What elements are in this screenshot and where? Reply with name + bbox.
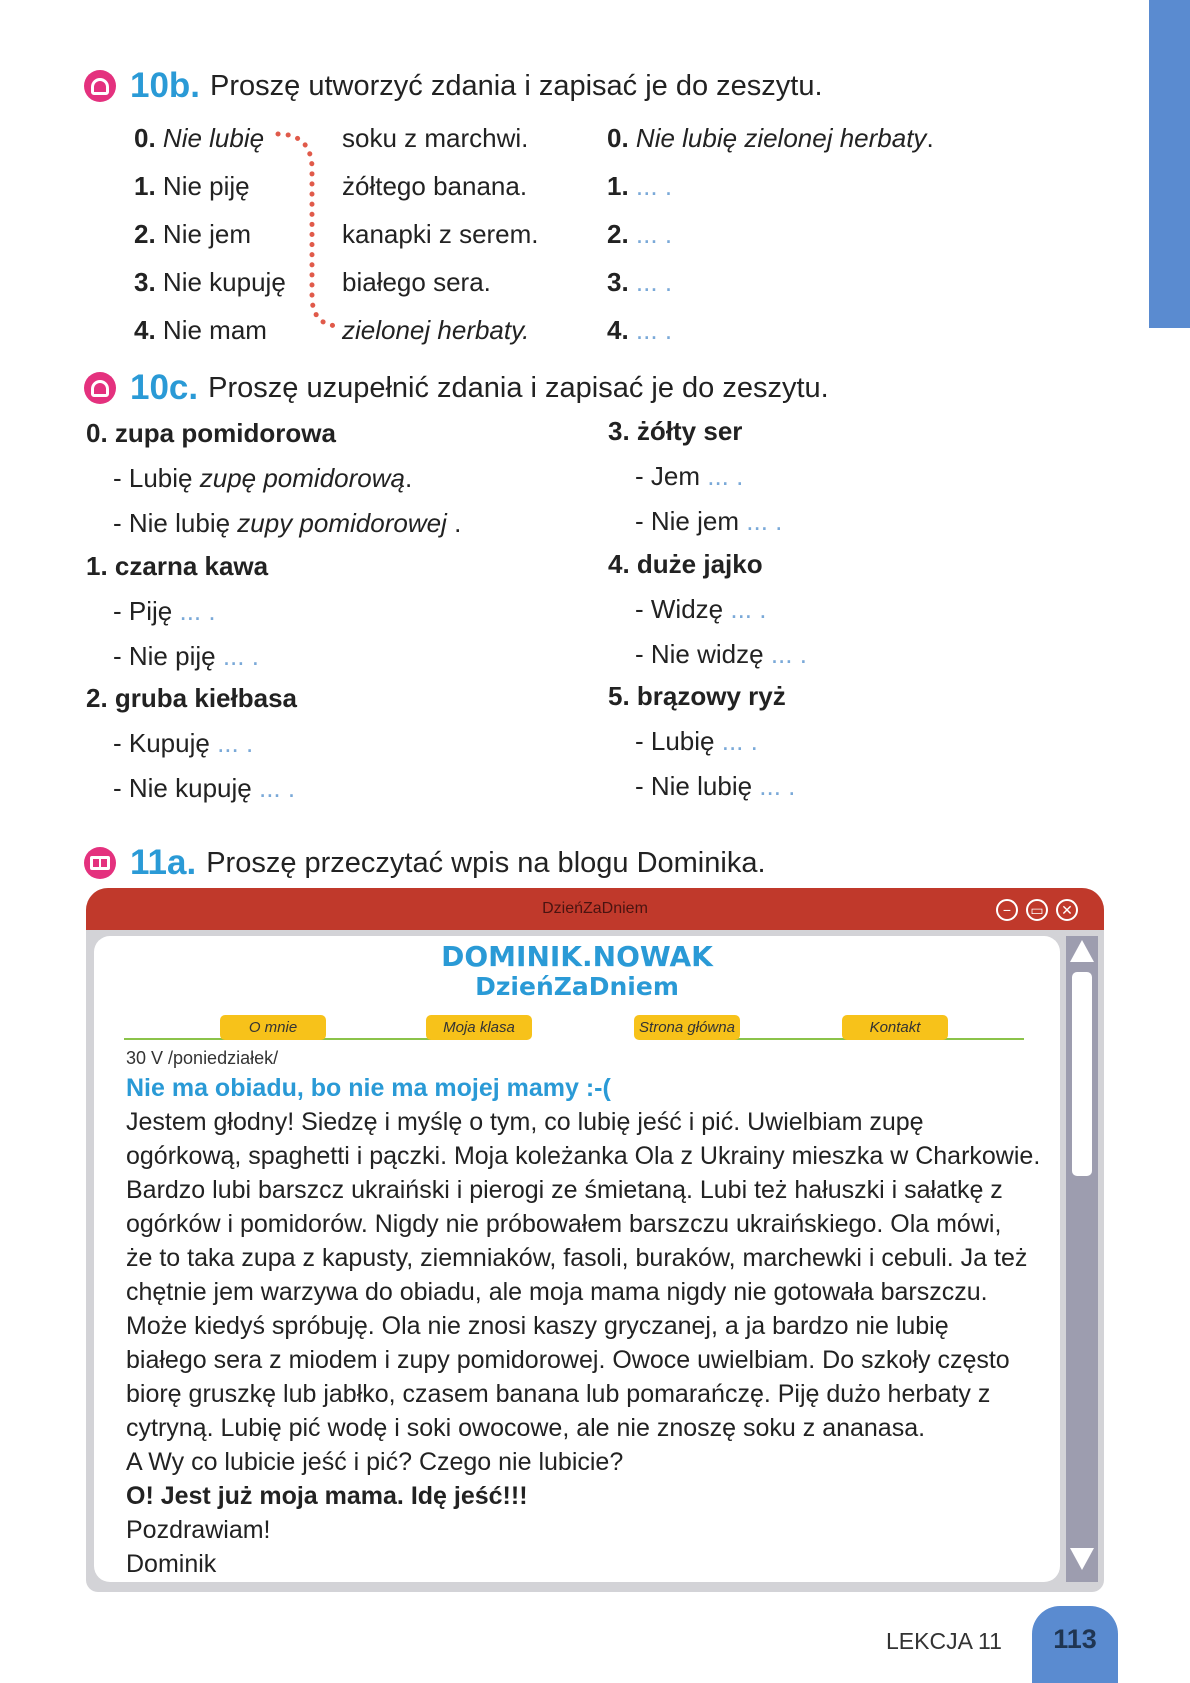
item-number: 3. (607, 267, 629, 297)
line-start: - Nie widzę (635, 639, 771, 669)
answer-line (607, 267, 672, 298)
line-end: . (404, 463, 413, 493)
answer-text: Nie lubię zielonej herbaty (635, 123, 927, 153)
post-paragraph-line: Bardzo lubi barszcz ukraiński i pierogi ze śmietaną. Lubi też hałuszki i sałatkę z (126, 1176, 1003, 1204)
sentence-start (134, 315, 267, 346)
nav-class[interactable]: Moja klasa (426, 1015, 532, 1040)
answer-text: ... . (635, 219, 673, 249)
line-start: - Lubię (635, 726, 722, 756)
exercise-number: 10c. (130, 368, 199, 407)
sentence-end: zielonej herbaty. (342, 315, 530, 345)
sentence-line (113, 773, 295, 804)
line-fill: ... . (746, 506, 783, 536)
line-fill: ... . (721, 726, 758, 756)
item-text: Nie lubię (162, 123, 265, 153)
post-paragraph-line: Może kiedyś spróbuję. Ola nie znosi kaszy gryczanej, a ja bardzo nie lubię (126, 1312, 949, 1340)
minimize-icon[interactable]: − (996, 899, 1018, 921)
post-title: Nie ma obiadu, bo nie ma mojej mamy :-( (126, 1074, 611, 1102)
sentence-line (113, 508, 461, 539)
answer-end: . (926, 123, 934, 153)
line-fill: ... . (222, 641, 259, 671)
exercise-instruction: Proszę utworzyć zdania i zapisać je do zeszytu. (210, 69, 823, 102)
line-fill: ... . (217, 728, 254, 758)
window-title: DzieńZaDniem (542, 900, 648, 917)
connector-dotted-line (270, 126, 340, 336)
sentence-end: kanapki z serem. (342, 219, 539, 249)
post-signature: Pozdrawiam! (126, 1516, 271, 1544)
sentence-line (635, 506, 782, 537)
speak-icon (84, 70, 116, 102)
sentence-line (113, 596, 216, 627)
line-start: - Jem (635, 461, 708, 491)
exercise-10b-header (84, 66, 823, 106)
post-bold-line: O! Jest już moja mama. Idę jeść!!! (126, 1482, 528, 1510)
nav-home[interactable]: Strona główna (634, 1015, 740, 1040)
exercise-number: 10b. (130, 66, 201, 105)
line-fill: zupę pomidorową (199, 463, 405, 493)
item-number: 4. (607, 315, 629, 345)
answer-text: ... . (635, 267, 673, 297)
item-heading: 4. duże jajko (608, 549, 763, 579)
line-fill: ... . (730, 594, 767, 624)
sentence-line (635, 639, 807, 670)
sentence-start (134, 171, 250, 202)
post-paragraph-line: ogórkową, spaghetti i pączki. Moja koleżanka Ola z Ukrainy mieszka w Charkowie. (126, 1142, 1041, 1170)
item-text: Nie jem (162, 219, 252, 249)
item-text: Nie piję (162, 171, 250, 201)
sentence-end: żółtego banana. (342, 171, 528, 201)
item-number: 0. (134, 123, 156, 153)
item-number: 0. (607, 123, 629, 153)
scroll-thumb[interactable] (1072, 972, 1092, 1176)
answer-line (607, 123, 934, 154)
exercise-instruction: Proszę przeczytać wpis na blogu Dominika. (206, 846, 766, 879)
answer-line (607, 315, 672, 346)
post-paragraph-line: ogórków i pomidorów. Nigdy nie próbowałem barszczu ukraińskiego. Ola mówi, (126, 1210, 1002, 1238)
post-date: 30 V /poniedziałek/ (126, 1048, 279, 1068)
sentence-line (113, 463, 412, 494)
exercise-instruction: Proszę uzupełnić zdania i zapisać je do zeszytu. (208, 371, 829, 404)
blog-window (86, 888, 1104, 1592)
nav-contact[interactable]: Kontakt (842, 1015, 948, 1040)
post-paragraph-line: A Wy co lubicie jeść i pić? Czego nie lubicie? (126, 1448, 624, 1476)
sentence-line (113, 641, 259, 672)
line-start: - Piję (113, 596, 180, 626)
item-heading: 1. czarna kawa (86, 551, 269, 581)
exercise-number: 11a. (130, 843, 197, 882)
line-fill: ... . (258, 773, 296, 803)
item-number: 1. (607, 171, 629, 201)
line-start: - Kupuję (113, 728, 218, 758)
sentence-line (635, 461, 743, 492)
post-signature: Dominik (126, 1550, 217, 1578)
post-paragraph-line: cytryną. Lubię pić wodę i soki owocowe, ale nie znoszę soku z ananasa. (126, 1414, 926, 1442)
speak-icon (84, 372, 116, 404)
line-start: - Nie jem (635, 506, 747, 536)
side-tab (1149, 0, 1190, 328)
blog-subtitle: DzieńZaDniem (475, 972, 679, 1001)
line-start: - Widzę (635, 594, 731, 624)
line-end: . (446, 508, 462, 538)
answer-line (607, 171, 672, 202)
nav-about[interactable]: O mnie (220, 1015, 326, 1040)
sentence-line (113, 728, 253, 759)
exercise-10c-header (84, 368, 829, 408)
item-heading: 3. żółty ser (608, 416, 743, 446)
scroll-down-icon[interactable] (1070, 1548, 1094, 1570)
line-fill: ... . (759, 771, 796, 801)
lesson-label: LEKCJA 11 (886, 1628, 1002, 1654)
item-number: 2. (607, 219, 629, 249)
line-fill: ... . (707, 461, 744, 491)
sentence-end: białego sera. (342, 267, 491, 297)
item-heading: 2. gruba kiełbasa (86, 683, 297, 713)
answer-text: ... . (635, 315, 673, 345)
sentence-line (635, 771, 795, 802)
scroll-up-icon[interactable] (1070, 940, 1094, 962)
page-number: 113 (1032, 1606, 1118, 1683)
sentence-start (134, 219, 251, 250)
line-start: - Nie piję (113, 641, 223, 671)
post-paragraph-line: że to taka zupa z kapusty, ziemniaków, fasoli, buraków, marchewki i cebuli. Ja też (126, 1244, 1028, 1272)
item-number: 3. (134, 267, 156, 297)
line-fill: ... . (179, 596, 216, 626)
exercise-11a-header (84, 843, 766, 883)
sentence-start (134, 267, 286, 298)
line-fill: ... . (770, 639, 807, 669)
item-number: 2. (134, 219, 156, 249)
answer-text: ... . (635, 171, 673, 201)
item-heading: 5. brązowy ryż (608, 681, 786, 711)
blog-content (94, 936, 1060, 1582)
post-paragraph-line: chętnie jem warzywa do obiadu, ale moja mama nigdy nie gotowała barszczu. (126, 1278, 988, 1306)
line-fill: zupy pomidorowej (237, 508, 447, 538)
item-text: Nie kupuję (162, 267, 286, 297)
line-start: - Lubię (113, 463, 200, 493)
sentence-line (635, 726, 758, 757)
post-paragraph-line: biorę gruszkę lub jabłko, czasem banana lub pomarańczę. Piję dużo herbaty z (126, 1380, 991, 1408)
item-number: 4. (134, 315, 156, 345)
post-paragraph-line: Jestem głodny! Siedzę i myślę o tym, co lubię jeść i pić. Uwielbiam zupę (126, 1108, 924, 1136)
sentence-line (635, 594, 766, 625)
post-paragraph-line: białego sera z miodem i zupy pomidorowej. Owoce uwielbiam. Do szkoły często (126, 1346, 1010, 1374)
restore-icon[interactable]: ▭ (1026, 899, 1048, 921)
item-heading: 0. zupa pomidorowa (86, 418, 336, 448)
line-start: - Nie lubię (635, 771, 760, 801)
book-icon (84, 847, 116, 879)
item-text: Nie mam (162, 315, 267, 345)
blog-brand: DOMINIK.NOWAK (441, 940, 713, 973)
line-start: - Nie kupuję (113, 773, 259, 803)
sentence-start (134, 123, 264, 154)
answer-line (607, 219, 672, 250)
item-number: 1. (134, 171, 156, 201)
close-icon[interactable]: ✕ (1056, 899, 1078, 921)
sentence-end: soku z marchwi. (342, 123, 529, 153)
line-start: - Nie lubię (113, 508, 238, 538)
